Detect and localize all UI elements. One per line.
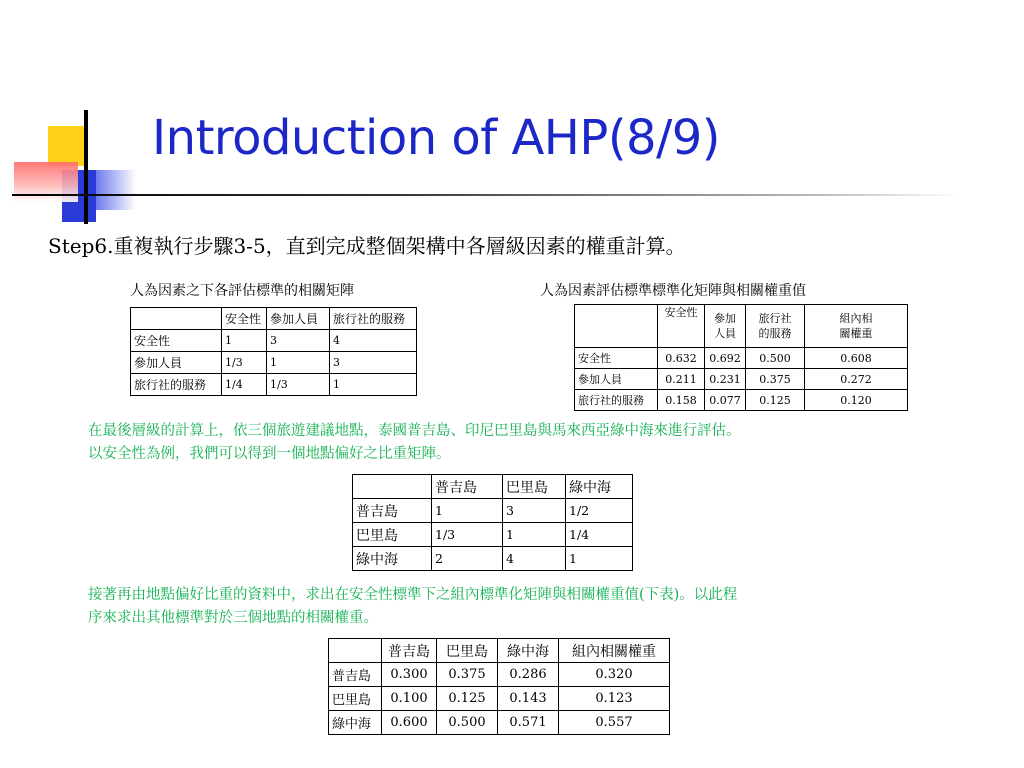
table-cell: 0.286 [498, 663, 559, 687]
table-cell: 1/3 [222, 352, 267, 374]
paragraph-1-line-1: 在最後層級的計算上，依三個旅遊建議地點，泰國普吉島、印尼巴里島與馬來西亞綠中海來進行評估。 [88, 423, 741, 439]
table-cell: 0.375 [437, 663, 498, 687]
row-header: 旅行社的服務 [575, 390, 658, 411]
table-row [353, 499, 633, 523]
location-preference-table [352, 474, 633, 571]
table-cell: 0.500 [746, 348, 805, 369]
row-header: 巴里島 [353, 523, 432, 547]
caption-normalized-matrix: 人為因素評估標準標準化矩陣與相關權重值 [540, 283, 806, 299]
column-header: 旅行社的服務 [330, 308, 417, 330]
table-cell: 4 [330, 330, 417, 352]
table-corner-cell [329, 639, 382, 663]
table-cell: 0.125 [746, 390, 805, 411]
table-row [131, 374, 417, 396]
row-header: 參加人員 [575, 369, 658, 390]
table-header-row [329, 639, 670, 663]
table-row [575, 369, 908, 390]
table-cell: 1 [222, 330, 267, 352]
table-header-row [353, 475, 633, 499]
table-cell: 0.272 [805, 369, 908, 390]
row-header: 旅行社的服務 [131, 374, 222, 396]
location-weight-table [328, 638, 670, 735]
table-cell: 1/4 [222, 374, 267, 396]
table-cell: 0.120 [805, 390, 908, 411]
caption-correlation-matrix: 人為因素之下各評估標準的相關矩陣 [130, 283, 354, 299]
table-header-row [575, 305, 908, 348]
criteria-correlation-table [130, 307, 417, 396]
column-header: 綠中海 [566, 475, 633, 499]
column-header: 安全性 [658, 305, 705, 348]
row-header: 安全性 [575, 348, 658, 369]
table-cell: 0.211 [658, 369, 705, 390]
table-row [575, 348, 908, 369]
table-row [329, 663, 670, 687]
row-header: 綠中海 [353, 547, 432, 571]
column-header: 參加人員 [267, 308, 330, 330]
logo-yellow-square [48, 126, 88, 166]
table-cell: 3 [330, 352, 417, 374]
normalized-weight-table [574, 304, 908, 411]
table-row [131, 330, 417, 352]
row-header: 巴里島 [329, 687, 382, 711]
table-cell: 2 [432, 547, 503, 571]
column-header: 普吉島 [382, 639, 437, 663]
paragraph-1-line-2: 以安全性為例，我們可以得到一個地點偏好之比重矩陣。 [88, 446, 451, 462]
column-header: 綠中海 [498, 639, 559, 663]
table-cell: 1 [503, 523, 566, 547]
column-header: 巴里島 [503, 475, 566, 499]
table-cell: 0.375 [746, 369, 805, 390]
table-row [575, 390, 908, 411]
table-cell: 1 [432, 499, 503, 523]
table-cell: 1 [267, 352, 330, 374]
table-cell: 0.632 [658, 348, 705, 369]
column-header: 巴里島 [437, 639, 498, 663]
table-cell: 0.557 [559, 711, 670, 735]
table-cell: 1 [566, 547, 633, 571]
row-header: 普吉島 [329, 663, 382, 687]
table-cell: 0.608 [805, 348, 908, 369]
logo-vertical-line [84, 110, 88, 224]
table-header-row [131, 308, 417, 330]
slide-title: Introduction of AHP(8/9) [152, 110, 721, 166]
table-cell: 1 [330, 374, 417, 396]
table-row [353, 523, 633, 547]
table-cell: 1/3 [267, 374, 330, 396]
table-cell: 1/4 [566, 523, 633, 547]
table-corner-cell [353, 475, 432, 499]
table-cell: 4 [503, 547, 566, 571]
table-cell: 0.158 [658, 390, 705, 411]
table-cell: 0.125 [437, 687, 498, 711]
logo-blue-gradient [96, 170, 136, 210]
row-header: 安全性 [131, 330, 222, 352]
step-text: Step6.重複執行步驟3-5，直到完成整個架構中各層級因素的權重計算。 [48, 234, 686, 258]
column-header: 參加 人員 [705, 305, 746, 348]
table-cell: 0.300 [382, 663, 437, 687]
row-header: 綠中海 [329, 711, 382, 735]
table-row [353, 547, 633, 571]
title-underline [12, 194, 962, 196]
table-cell: 1/2 [566, 499, 633, 523]
logo-red-gradient [14, 162, 78, 202]
table-row [329, 687, 670, 711]
table-cell: 0.143 [498, 687, 559, 711]
table-cell: 0.600 [382, 711, 437, 735]
table-row [329, 711, 670, 735]
table-cell: 1/3 [432, 523, 503, 547]
table-cell: 0.123 [559, 687, 670, 711]
table-cell: 0.231 [705, 369, 746, 390]
table-row [131, 352, 417, 374]
column-header: 安全性 [222, 308, 267, 330]
table-cell: 0.571 [498, 711, 559, 735]
table-corner-cell [131, 308, 222, 330]
column-header: 普吉島 [432, 475, 503, 499]
table-cell: 0.100 [382, 687, 437, 711]
row-header: 參加人員 [131, 352, 222, 374]
table-cell: 3 [267, 330, 330, 352]
table-cell: 0.320 [559, 663, 670, 687]
paragraph-2-line-1: 接著再由地點偏好比重的資料中，求出在安全性標準下之組內標準化矩陣與相關權重值(下表)。以此程 [88, 587, 738, 603]
table-cell: 0.077 [705, 390, 746, 411]
table-corner-cell [575, 305, 658, 348]
column-header: 旅行社 的服務 [746, 305, 805, 348]
paragraph-2-line-2: 序來求出其他標準對於三個地點的相關權重。 [88, 610, 378, 626]
column-header: 組內相 關權重 [805, 305, 908, 348]
table-cell: 0.692 [705, 348, 746, 369]
row-header: 普吉島 [353, 499, 432, 523]
column-header: 組內相關權重 [559, 639, 670, 663]
table-cell: 3 [503, 499, 566, 523]
table-cell: 0.500 [437, 711, 498, 735]
